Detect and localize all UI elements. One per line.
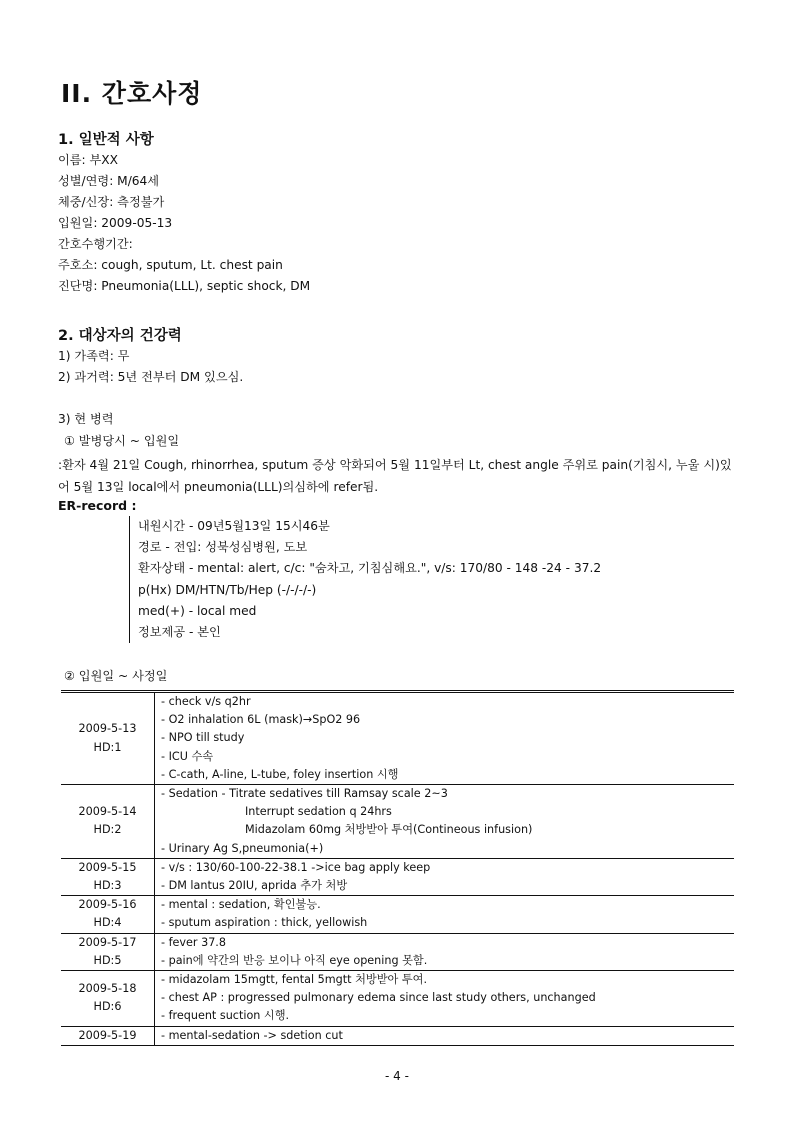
row-date: 2009-5-15 <box>78 860 137 874</box>
family-history: 1) 가족력: 무 <box>58 349 130 363</box>
action-item: - fever 37.8 <box>161 935 226 949</box>
action-item: - v/s : 130/60-100-22-38.1 ->ice bag apply keep <box>161 860 431 874</box>
action-item: - midazolam 15mgtt, fental 5mgtt 처방받아 투여. <box>161 973 428 987</box>
action-item: - ICU 수속 <box>161 749 214 763</box>
date-cell <box>61 785 155 859</box>
er-record-box <box>129 516 738 643</box>
action-item: Midazolam 60mg 처방받아 투여(Contineous infusion) <box>245 823 533 837</box>
action-item: - O2 inhalation 6L (mask)→SpO2 96 <box>161 713 361 727</box>
date-cell <box>61 933 155 970</box>
action-item: - frequent suction 시행. <box>161 1009 290 1023</box>
er-past-history: p(Hx) DM/HTN/Tb/Hep (-/-/-/-) <box>138 582 317 597</box>
er-patient-status: 환자상태 - mental: alert, c/c: "숨차고, 기침심해요.", v/s: 170/80 - 148 -24 - 37.2 <box>138 561 602 576</box>
row-date: 2009-5-19 <box>78 1028 137 1042</box>
action-item: - Urinary Ag S,pneumonia(+) <box>161 841 324 855</box>
action-item: - C-cath, A-line, L-tube, foley insertion 시행 <box>161 767 399 781</box>
general-info <box>58 150 310 297</box>
row-hospital-day: HD:1 <box>93 740 122 754</box>
row-hospital-day: HD:4 <box>93 916 122 930</box>
date-cell <box>61 896 155 933</box>
actions-cell <box>155 785 735 859</box>
action-item: - DM lantus 20IU, aprida 추가 처방 <box>161 879 348 893</box>
info-weight-height: 체중/신장: 측정불가 <box>58 195 165 209</box>
table-row <box>61 933 734 970</box>
info-admission-date: 입원일: 2009-05-13 <box>58 216 173 230</box>
info-sex-age: 성별/연령: M/64세 <box>58 174 160 188</box>
row-hospital-day: HD:2 <box>93 823 122 837</box>
actions-cell <box>155 971 735 1027</box>
row-date: 2009-5-16 <box>78 898 137 912</box>
info-diagnosis: 진단명: Pneumonia(LLL), septic shock, DM <box>58 279 311 293</box>
er-record-label: ER-record : <box>58 498 137 513</box>
action-item: - mental-sedation -> sdetion cut <box>161 1028 343 1042</box>
table-row <box>61 858 734 895</box>
row-hospital-day: HD:5 <box>93 953 122 967</box>
er-route: 경로 - 전입: 성북성심병원, 도보 <box>138 540 308 555</box>
present-illness-title: 3) 현 병력 <box>58 412 114 426</box>
onset-paragraph: :환자 4월 21일 Cough, rhinorrhea, sputum 증상 악화되어 5월 11일부터 Lt, chest angle 주위로 pain(기침시, 누울 시)있어 5월 13일 local에서 pneumonia(LLL)의심하에 refer됨. <box>58 458 732 494</box>
row-date: 2009-5-13 <box>78 722 137 736</box>
info-care-period: 간호수행기간: <box>58 237 133 251</box>
action-item: - pain에 약간의 반응 보이나 아직 eye opening 못함. <box>161 953 428 967</box>
general-heading: 1. 일반적 사항 <box>58 132 154 148</box>
action-item: Interrupt sedation q 24hrs <box>245 805 392 819</box>
er-informant: 정보제공 - 본인 <box>138 625 221 640</box>
table-row <box>61 971 734 1027</box>
date-cell <box>61 858 155 895</box>
row-hospital-day: HD:3 <box>93 879 122 893</box>
table-row <box>61 1026 734 1045</box>
health-heading: 2. 대상자의 건강력 <box>58 328 182 344</box>
table-row <box>61 785 734 859</box>
action-item: - NPO till study <box>161 731 245 745</box>
admission-subheading: ② 입원일 ~ 사정일 <box>64 669 168 683</box>
onset-subheading: ① 발병당시 ~ 입원일 <box>64 434 180 448</box>
date-cell <box>61 693 155 785</box>
action-item: - Sedation - Titrate sedatives till Ramsay scale 2~3 <box>161 787 448 801</box>
action-item: - mental : sedation, 확인불능. <box>161 898 321 912</box>
table-row <box>61 896 734 933</box>
info-name: 이름: 부XX <box>58 153 118 167</box>
history-list <box>58 346 243 388</box>
row-date: 2009-5-17 <box>78 935 137 949</box>
past-history: 2) 과거력: 5년 전부터 DM 있으심. <box>58 370 244 384</box>
actions-cell <box>155 858 735 895</box>
action-item: - check v/s q2hr <box>161 695 251 708</box>
info-chief-complaint: 주호소: cough, sputum, Lt. chest pain <box>58 258 283 272</box>
actions-cell <box>155 693 735 785</box>
row-date: 2009-5-14 <box>78 805 137 819</box>
actions-cell <box>155 896 735 933</box>
date-cell <box>61 971 155 1027</box>
page-title: II. 간호사정 <box>61 79 203 108</box>
er-medication: med(+) - local med <box>138 603 257 618</box>
actions-cell <box>155 1026 735 1045</box>
er-arrival-time: 내원시간 - 09년5월13일 15시46분 <box>138 519 330 533</box>
progress-table <box>61 690 734 1046</box>
row-date: 2009-5-18 <box>78 982 137 996</box>
table-row <box>61 693 734 785</box>
action-item: - chest AP : progressed pulmonary edema since last study others, unchanged <box>161 991 596 1005</box>
action-item: - sputum aspiration : thick, yellowish <box>161 916 368 930</box>
page-number: - 4 - <box>385 1069 409 1083</box>
date-cell <box>61 1026 155 1045</box>
actions-cell <box>155 933 735 970</box>
row-hospital-day: HD:6 <box>93 1000 122 1014</box>
